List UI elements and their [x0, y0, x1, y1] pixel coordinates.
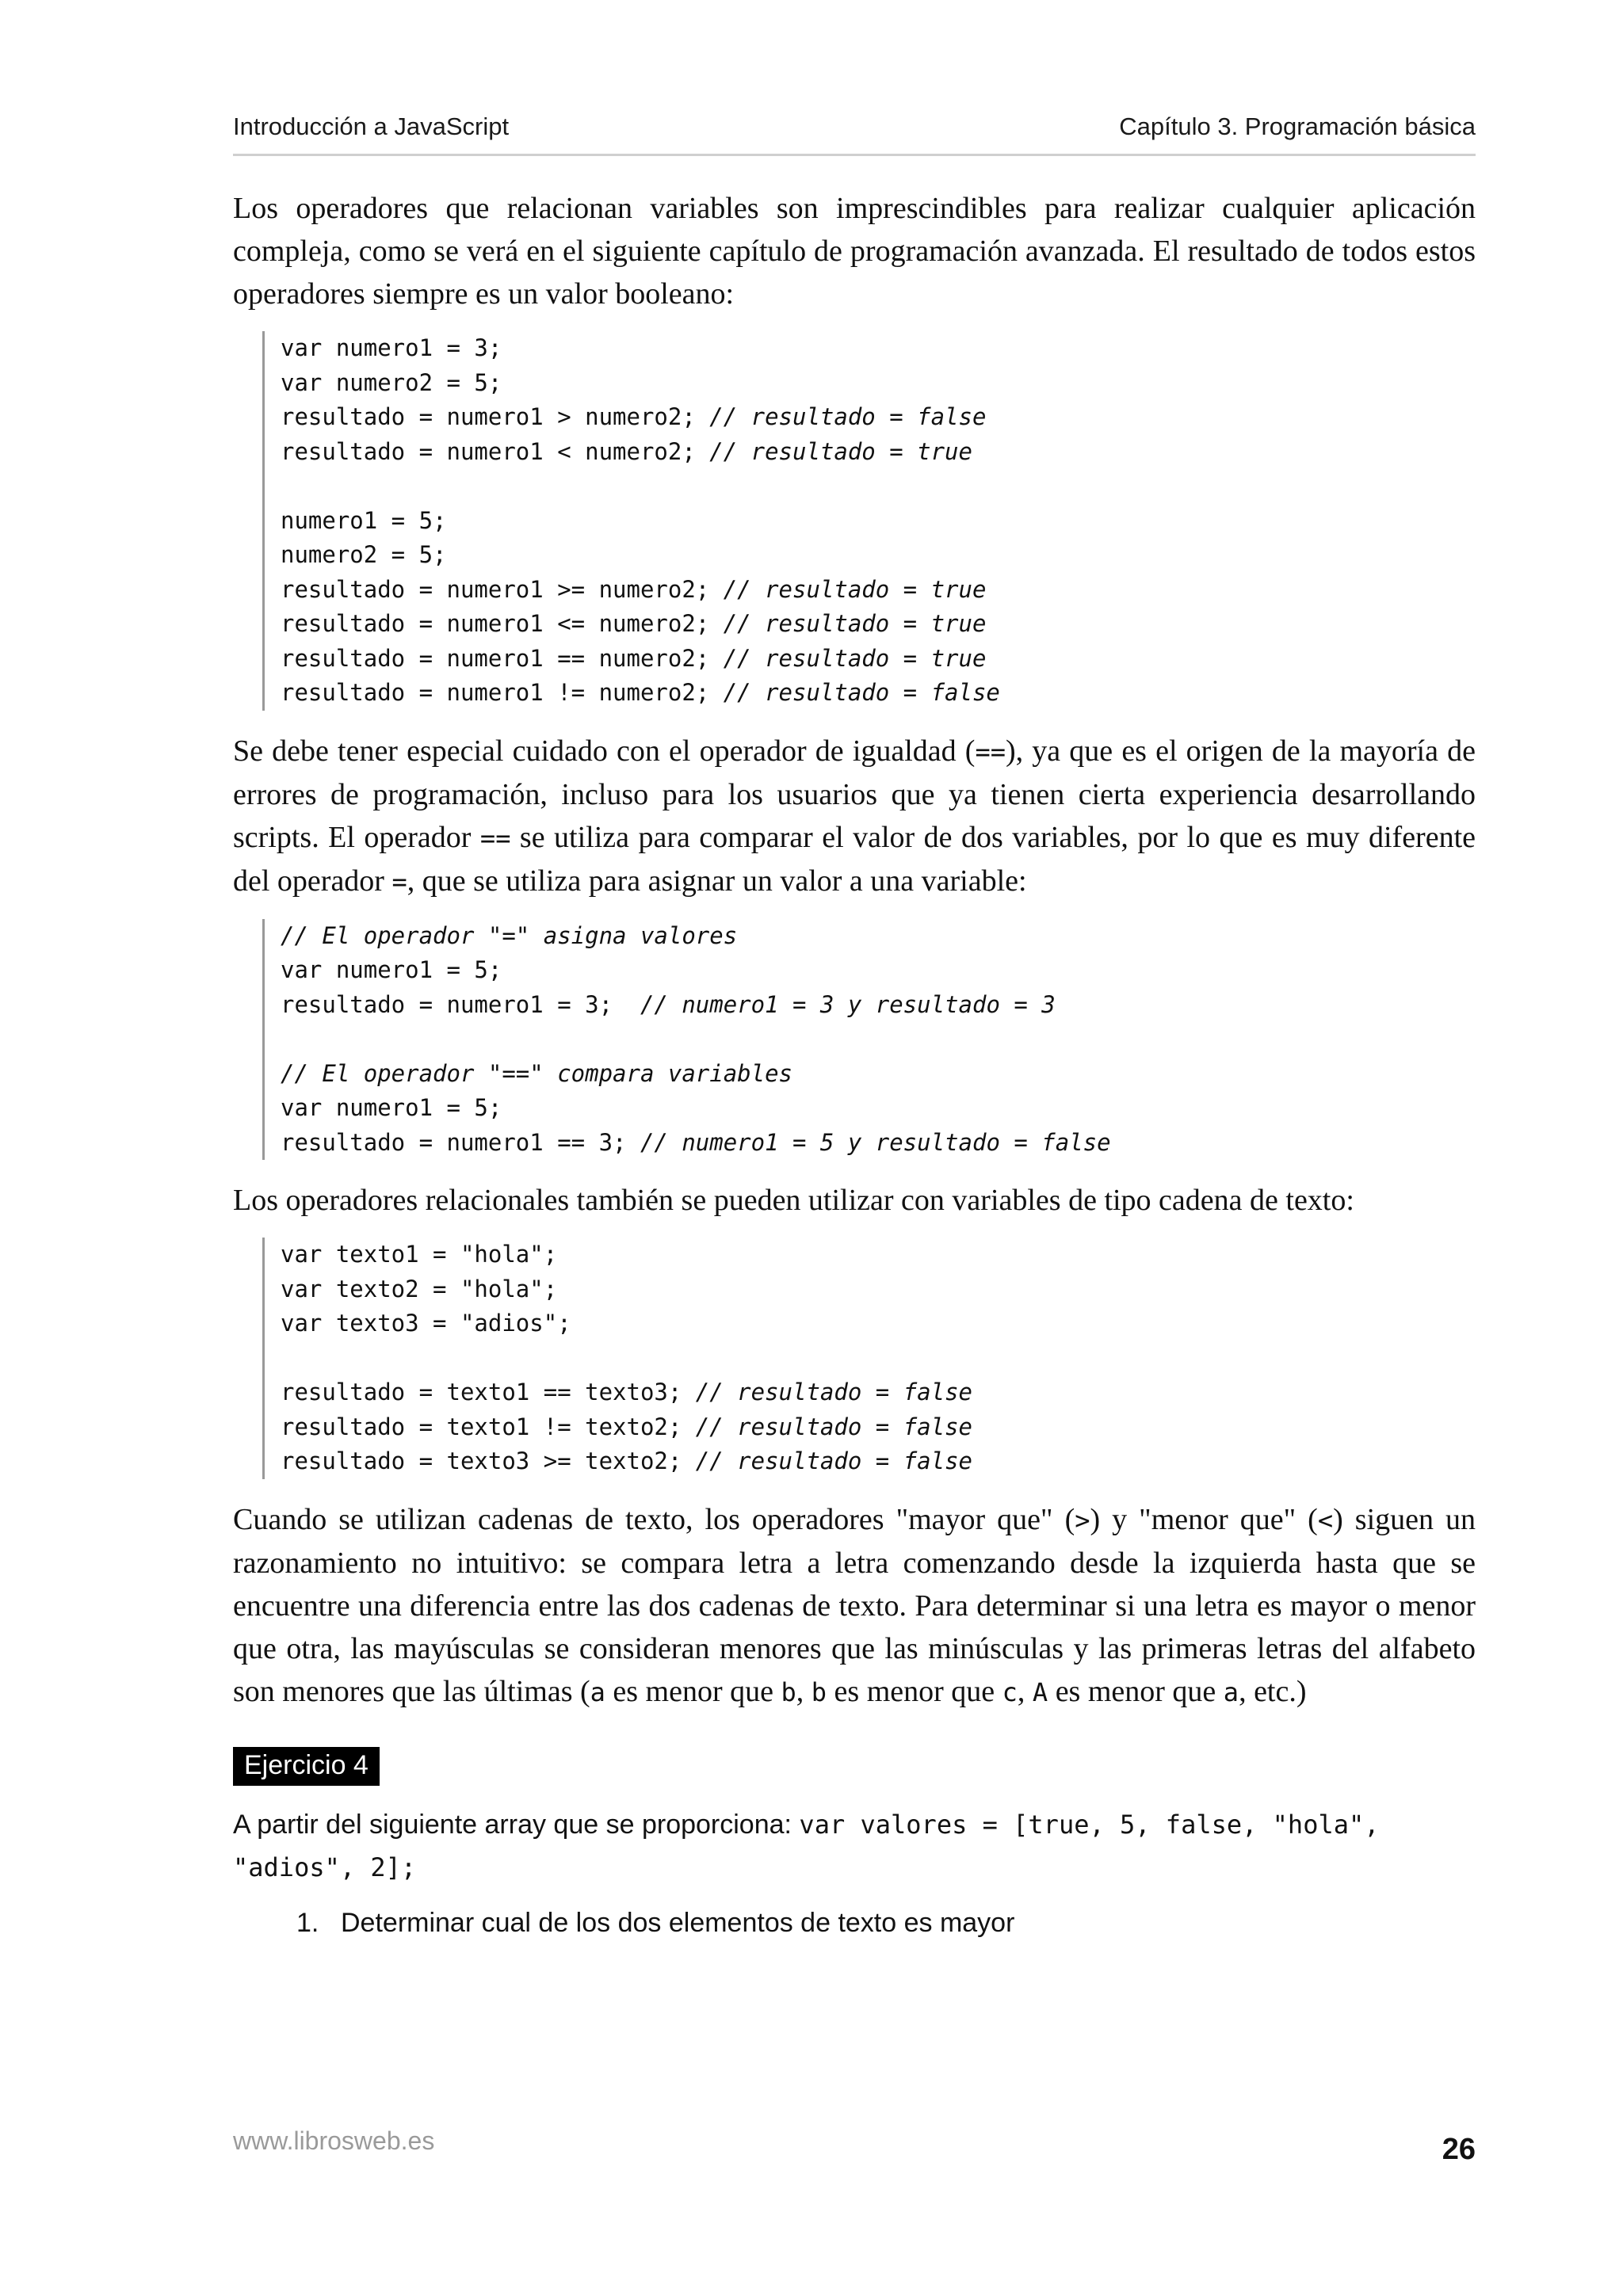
code-text: var numero1 = 5;: [281, 1094, 502, 1121]
code-block-assign-vs-compare: [262, 919, 1476, 1161]
code-text: resultado = numero1 == 3;: [281, 1128, 640, 1156]
text-span: es menor que: [1048, 1674, 1224, 1708]
code-line: [281, 919, 1476, 954]
code-comment: // resultado = false: [723, 679, 1000, 706]
code-line: [281, 1341, 1476, 1376]
code-text: var numero2 = 5;: [281, 368, 502, 396]
code-line: [281, 1306, 1476, 1341]
code-comment: // resultado = true: [723, 575, 987, 603]
text-span: Se debe tener especial cuidado con el operador de igualdad (: [233, 734, 976, 768]
inline-code: var valores = [true, 5, false, "hola", "adios", 2];: [233, 1809, 1380, 1882]
code-text: resultado = numero1 < numero2;: [281, 437, 710, 465]
paragraph-string-comparison: [233, 1498, 1476, 1714]
code-text: var texto2 = "hola";: [281, 1275, 558, 1302]
exercise-list: [233, 1908, 1476, 1939]
code-text: resultado = numero1 <= numero2;: [281, 610, 724, 637]
code-comment: // resultado = true: [723, 644, 987, 672]
exercise-section: [233, 1741, 1476, 1939]
list-item-text: Determinar cual de los dos elementos de texto es mayor: [341, 1907, 1015, 1938]
code-line: [281, 1444, 1476, 1479]
code-block-relational-strings: [262, 1238, 1476, 1479]
book-title: Introducción a JavaScript: [233, 113, 510, 140]
code-line: [281, 953, 1476, 988]
paragraph-intro: Los operadores que relacionan variables son imprescindibles para realizar cualquier aplicación compleja, como se verá en el siguiente capítulo de programación avanzada. El resultado de todos estos operadores siempre es un valor booleano:: [233, 192, 1476, 311]
code-line: [281, 1022, 1476, 1057]
code-text: resultado = numero1 != numero2;: [281, 679, 724, 706]
text-span: Cuando se utilizan cadenas de texto, los operadores "mayor que" (: [233, 1502, 1075, 1536]
code-line: [281, 538, 1476, 573]
code-text: resultado = numero1 > numero2;: [281, 403, 710, 430]
code-line: [281, 400, 1476, 435]
code-comment: // resultado = false: [695, 1413, 972, 1440]
paragraph-equality-warning: [233, 730, 1476, 903]
code-line: [281, 642, 1476, 677]
text-span: ), ya que es el origen de la mayoría de errores de programación, incluso para los usuarios que ya tienen cierta experiencia desarrollando scripts. El operador: [233, 734, 1476, 854]
code-comment: // resultado = true: [723, 610, 987, 637]
code-line: [281, 1057, 1476, 1092]
code-line: [281, 1272, 1476, 1307]
code-comment: // resultado = false: [709, 403, 987, 430]
inline-code: ==: [975, 736, 1006, 767]
code-line: [281, 331, 1476, 366]
code-block-relational-numbers: [262, 331, 1476, 711]
code-comment: // El operador "==" compara variables: [281, 1059, 793, 1087]
exercise-intro: [233, 1803, 1476, 1889]
code-line: [281, 1375, 1476, 1410]
code-text: var numero1 = 3;: [281, 334, 502, 361]
list-item-number: 1.: [296, 1907, 319, 1938]
code-line: [281, 469, 1476, 504]
text-span: , que se utiliza para asignar un valor a una variable:: [407, 864, 1027, 898]
code-text: var numero1 = 5;: [281, 956, 502, 983]
code-comment: // numero1 = 5 y resultado = false: [640, 1128, 1111, 1156]
inline-code: c: [1002, 1676, 1018, 1707]
chapter-title: Capítulo 3. Programación básica: [1119, 113, 1476, 140]
code-comment: // resultado = true: [709, 437, 972, 465]
text-span: se utiliza para comparar el valor de dos variables, por lo que es muy diferente del operador: [233, 820, 1476, 898]
code-line: [281, 1126, 1476, 1161]
code-comment: // El operador "=" asigna valores: [281, 921, 738, 949]
inline-code: b: [781, 1676, 796, 1707]
inline-code: ==: [479, 822, 511, 853]
list-item: [296, 1908, 1476, 1939]
footer-url: www.librosweb.es: [233, 2126, 435, 2155]
code-text: resultado = texto3 >= texto2;: [281, 1447, 696, 1474]
code-line: [281, 607, 1476, 642]
page-header: [233, 109, 1476, 156]
code-text: numero1 = 5;: [281, 506, 447, 534]
code-text: numero2 = 5;: [281, 541, 447, 568]
text-span: A partir del siguiente array que se proporciona:: [233, 1809, 800, 1840]
inline-code: a: [1223, 1676, 1239, 1707]
text-span: ,: [796, 1674, 812, 1708]
inline-code: A: [1032, 1676, 1048, 1707]
code-line: [281, 988, 1476, 1023]
code-comment: // numero1 = 3 y resultado = 3: [640, 990, 1056, 1018]
inline-code: a: [590, 1676, 605, 1707]
code-text: resultado = numero1 = 3;: [281, 990, 640, 1018]
text-span: ) y "menor que" (: [1090, 1502, 1318, 1536]
code-text: var texto3 = "adios";: [281, 1310, 571, 1337]
code-line: [281, 1238, 1476, 1272]
code-line: [281, 676, 1476, 711]
page-number: 26: [1442, 2133, 1476, 2166]
code-line: [281, 366, 1476, 401]
inline-code: =: [391, 866, 407, 897]
text-span: ) siguen un razonamiento no intuitivo: se compara letra a letra comenzando desde la izquierda hasta que se encuentre una diferencia entre las dos cadenas de texto. Para determinar si una letra es mayor o menor que otra, las mayúsculas se consideran menores que las minúsculas y las primeras letras del alfabeto son menores que las últimas (: [233, 1502, 1476, 1708]
text-span: ,: [1017, 1674, 1033, 1708]
paragraph-strings: Los operadores relacionales también se pueden utilizar con variables de tipo cadena de texto:: [233, 1184, 1354, 1217]
code-text: resultado = numero1 >= numero2;: [281, 575, 724, 603]
code-text: resultado = texto1 == texto3;: [281, 1379, 696, 1405]
text-span: es menor que: [605, 1674, 781, 1708]
text-span: , etc.): [1239, 1674, 1307, 1708]
code-line: [281, 1091, 1476, 1126]
code-text: resultado = numero1 == numero2;: [281, 644, 724, 672]
code-line: [281, 504, 1476, 539]
code-text: resultado = texto1 != texto2;: [281, 1413, 696, 1440]
inline-code: <: [1317, 1505, 1334, 1535]
inline-code: >: [1075, 1505, 1090, 1535]
code-comment: // resultado = false: [695, 1379, 972, 1405]
text-span: es menor que: [827, 1674, 1002, 1708]
code-line: [281, 573, 1476, 608]
exercise-badge: Ejercicio 4: [233, 1747, 380, 1786]
code-text: var texto1 = "hola";: [281, 1241, 558, 1268]
inline-code: b: [811, 1676, 827, 1707]
code-line: [281, 1410, 1476, 1445]
code-comment: // resultado = false: [695, 1447, 972, 1474]
page-content: [233, 187, 1476, 1939]
code-line: [281, 435, 1476, 470]
